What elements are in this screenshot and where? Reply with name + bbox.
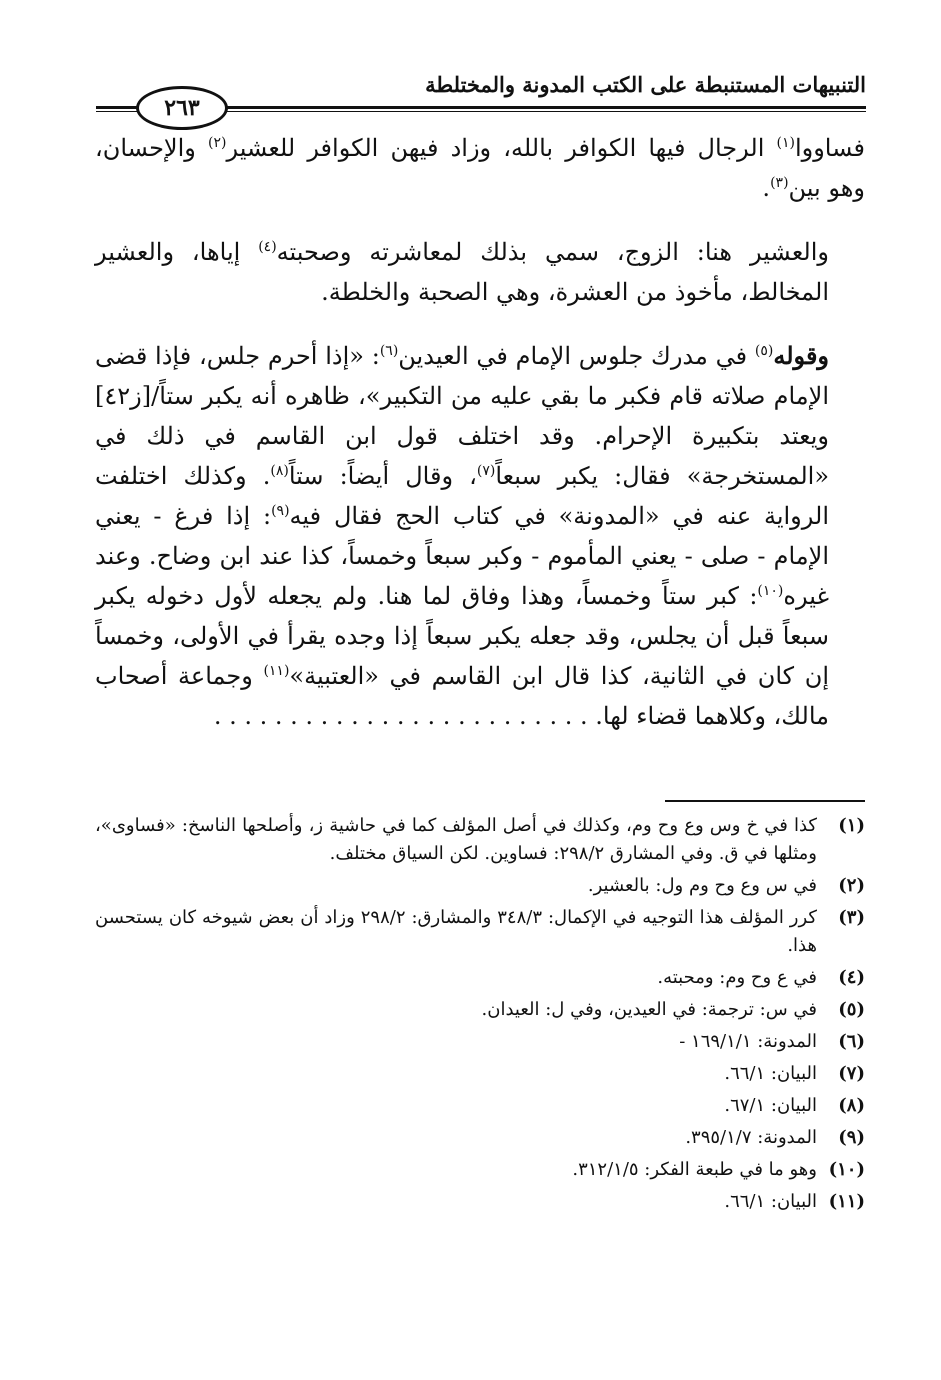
footnote-text: وهو ما في طبعة الفكر: ٣١٢/١/٥.	[572, 1159, 817, 1180]
footnote-number: (٦)	[838, 1031, 865, 1052]
footnote	[95, 1188, 865, 1216]
text-run: الرجال فيها الكوافر بالله، وزاد فيهن الكوافر للعشير	[226, 134, 777, 162]
text-run: .	[762, 174, 771, 202]
main-text	[95, 128, 865, 736]
footnote-number: (٣)	[838, 907, 865, 928]
text-run: وجماعة أصحاب مالك، وكلاهما قضاء لها. . . . . . . . . . . . . . . . . . . . . . . . . .	[95, 662, 829, 730]
paragraph-1	[95, 128, 865, 208]
footnote-ref: (٦)	[379, 343, 399, 359]
footnote	[95, 1092, 865, 1120]
footnote-ref: (٣)	[770, 175, 789, 191]
footnote-ref: (٨)	[270, 463, 289, 479]
footnote-ref: (١٠)	[757, 583, 784, 599]
text-run: : إذا فرغ - يعني الإمام - صلى - يعني المأموم - وكبر سبعاً وخمساً، كذا عند ابن وضاح. وعند غيره	[95, 502, 829, 610]
footnote-ref: (٧)	[476, 463, 496, 479]
footnote-text: المدونة: ٣٩٥/١/٧.	[685, 1127, 817, 1148]
footnote	[95, 1156, 865, 1184]
footnote-ref: (٩)	[271, 503, 290, 519]
text-run-bold: وقوله	[773, 341, 829, 370]
footnote-text: في س وع وح وم ول: بالعشير.	[587, 875, 817, 896]
text-run: إياها، والعشير المخالط، مأخوذ من العشرة، وهي الصحبة والخلطة.	[95, 238, 829, 306]
footnote	[95, 812, 865, 868]
footnote-number: (١١)	[828, 1191, 865, 1212]
footnote-number: (٩)	[838, 1127, 865, 1148]
footnote-number: (٤)	[838, 967, 865, 988]
footnote	[95, 996, 865, 1024]
text-run: فساووا	[794, 134, 865, 162]
footnote-number: (١٠)	[828, 1159, 865, 1180]
footnote-separator	[665, 800, 865, 802]
footnote-ref: (١)	[776, 135, 795, 151]
footnote-text: البيان: ٦٦/١.	[724, 1063, 817, 1084]
page-number: ٢٦٣	[136, 86, 228, 130]
footnote-number: (٧)	[838, 1063, 865, 1084]
text-run: . وكذلك اختلفت الرواية عنه في «المدونة» في كتاب الحج فقال فيه	[95, 462, 829, 530]
footnote-number: (٢)	[838, 875, 865, 896]
text-run: : كبر ستاً وخمساً، وهذا وفاق لما هنا. ولم يجعله لأول دخوله يكبر سبعاً قبل أن يجلس، وقد جعله يكبر سبعاً إذا وجده يقرأ في الأولى، وخمساً إن كان في الثانية، كذا قال ابن القاسم في «العتبية»	[95, 582, 830, 690]
footnote-ref: (١١)	[263, 663, 290, 679]
footnote	[95, 904, 865, 960]
footnote	[95, 964, 865, 992]
footnote-number: (٥)	[838, 999, 865, 1020]
text-run: والعشير هنا: الزوج، سمي بذلك لمعاشرته وصحبته	[276, 238, 829, 266]
text-run: في مدرك جلوس الإمام في العيدين	[398, 342, 755, 370]
footnote-number: (٨)	[838, 1095, 865, 1116]
page-header	[96, 64, 866, 126]
paragraph-2	[95, 232, 865, 312]
footnote-text: في س: ترجمة: في العيدين، وفي ل: العيدان.	[481, 999, 817, 1020]
footnote-text: المدونة: ١٦٩/١/١ -	[679, 1031, 817, 1052]
footnote	[95, 1060, 865, 1088]
footnote-text: كرر المؤلف هذا التوجيه في الإكمال: ٣٤٨/٣ والمشارق: ٢٩٨/٢ وزاد أن بعض شيوخه كان يستحسن هذا.	[95, 907, 817, 956]
footnote-ref: (٥)	[754, 343, 774, 359]
footnote-text: في ع وح وم: ومحبته.	[657, 967, 817, 988]
text-run: : «إذا أحرم جلس، فإذا قضى الإمام صلاته قام فكبر ما بقي عليه من التكبير»، ظاهره أنه يكبر ستاً/[ز٤٢] ويعتد بتكبيرة الإحرام. وقد اختلف قول ابن القاسم في ذلك في «المستخرجة» فقال: يكبر سبعاً	[95, 342, 830, 490]
footnote-text: البيان: ٦٦/١.	[724, 1191, 817, 1212]
footnote-ref: (٤)	[258, 239, 277, 255]
footnote	[95, 1028, 865, 1056]
footnote-text: كذا في خ وس وع وح وم، وكذلك في أصل المؤلف كما في حاشية ز، وأصلحها الناسخ: «فساوى»، ومثلها في ق. وفي المشارق ٢٩٨/٢: فساوين. لكن السياق مختلف.	[95, 815, 817, 864]
footnote-text: البيان: ٦٧/١.	[724, 1095, 817, 1116]
footnote-ref: (٢)	[208, 135, 227, 151]
paragraph-3	[95, 336, 865, 736]
footnote	[95, 872, 865, 900]
footnotes	[95, 812, 865, 1220]
running-title: التنبيهات المستنبطة على الكتب المدونة والمختلطة	[425, 72, 866, 97]
footnote	[95, 1124, 865, 1152]
footnote-number: (١)	[838, 815, 865, 836]
text-run: والإحسان، وهو بين	[95, 134, 865, 202]
text-run: ، وقال أيضاً: ستاً	[288, 462, 477, 490]
